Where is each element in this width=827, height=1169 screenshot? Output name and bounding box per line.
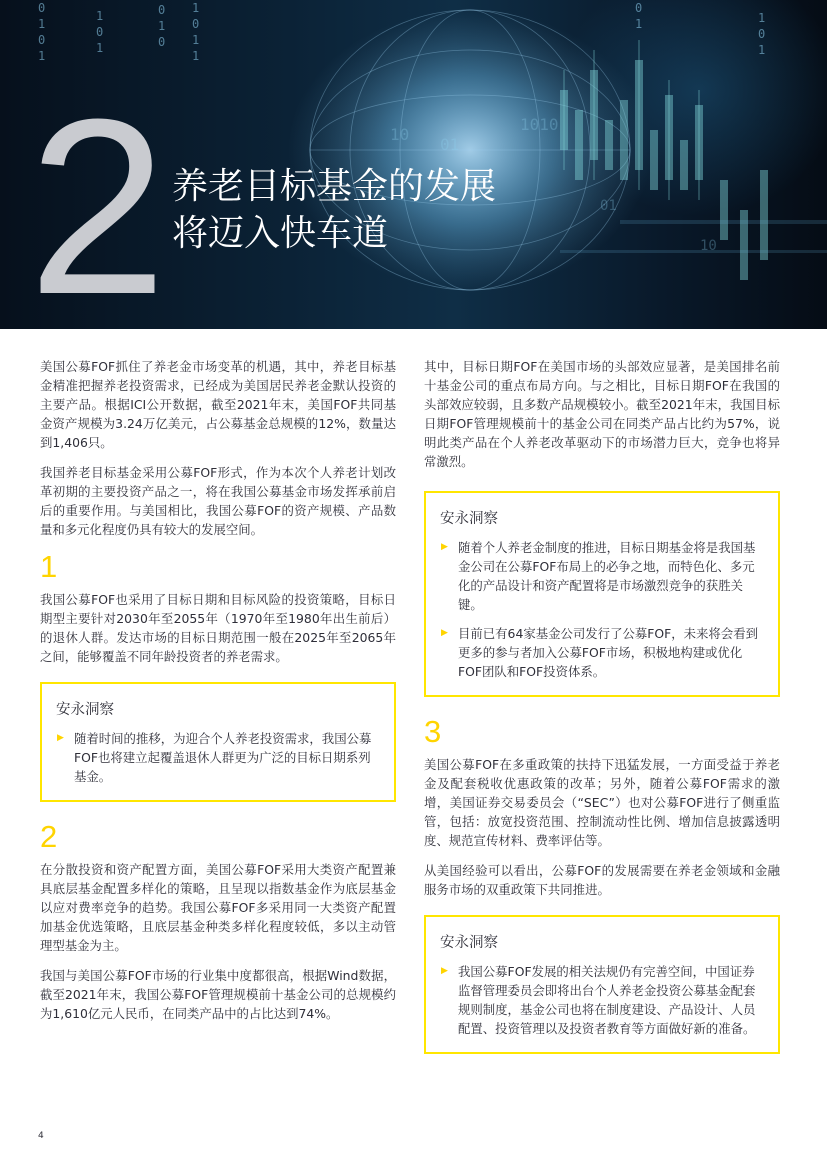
right-column bbox=[424, 357, 780, 1072]
chapter-number: 2 bbox=[28, 67, 164, 329]
insight-item bbox=[440, 624, 764, 681]
svg-text:1: 1 bbox=[635, 17, 643, 31]
insight-item-text: 随着个人养老金制度的推进，目标日期基金将是我国基金公司在公募FOF布局上的必争之地，而特色化、多元化的产品设计和资产配置将是市场激烈竞争的获胜关键。 bbox=[458, 540, 756, 612]
chapter-title bbox=[172, 163, 496, 257]
svg-text:1: 1 bbox=[192, 1, 200, 15]
insight-list bbox=[440, 962, 764, 1038]
svg-text:01: 01 bbox=[600, 198, 617, 214]
svg-text:1: 1 bbox=[758, 11, 766, 25]
svg-text:0: 0 bbox=[635, 1, 643, 15]
left-column bbox=[40, 357, 396, 1034]
chapter-title-line1: 养老目标基金的发展 bbox=[172, 166, 497, 207]
svg-text:10: 10 bbox=[700, 238, 717, 254]
section-number-2: 2 bbox=[40, 819, 58, 854]
chapter-title-line2: 将迈入快车道 bbox=[172, 213, 389, 254]
insight-title: 安永洞察 bbox=[56, 702, 114, 718]
insight-item bbox=[440, 538, 764, 614]
paragraph: 从美国经验可以看出，公募FOF的发展需要在养老金领域和金融服务市场的双重政策下共同推进。 bbox=[424, 863, 780, 897]
section-number-3: 3 bbox=[424, 714, 442, 749]
page-number: 4 bbox=[38, 1131, 44, 1141]
insight-box bbox=[40, 682, 396, 802]
paragraph: 我国公募FOF也采用了目标日期和目标风险的投资策略，目标日期型主要针对2030年至2055年（1970年至1980年出生前后）的退休人群。发达市场的目标日期范围一般在2025年至2065年之间，能够覆盖不同年龄投资者的养老需求。 bbox=[40, 592, 396, 664]
paragraph: 美国公募FOF抓住了养老金市场变革的机遇，其中，养老目标基金精准把握养老投资需求，已经成为美国居民养老金默认投资的主要产品。根据ICI公开数据，截至2021年末，美国FOF共同基金资产规模为3.24万亿美元，占公募基金总规模的12%，数量达到1,406只。 bbox=[40, 359, 396, 450]
paragraph: 其中，目标日期FOF在美国市场的头部效应显著，是美国排名前十基金公司的重点布局方向。与之相比，目标日期FOF在我国的头部效应较弱，且多数产品规模较小。截至2021年末，我国目标日期FOF管理规模前十的基金公司在同类产品占比约为57%，说明此类产品在个人养老改革驱动下的市场潜力巨大，竞争也将异常激烈。 bbox=[424, 359, 780, 469]
svg-text:0: 0 bbox=[96, 25, 104, 39]
section-number-1: 1 bbox=[40, 549, 58, 584]
insight-item bbox=[56, 729, 380, 786]
svg-text:1: 1 bbox=[96, 9, 104, 23]
svg-text:1: 1 bbox=[158, 19, 166, 33]
triangle-bullet-icon: ▶ bbox=[441, 542, 448, 552]
svg-text:1: 1 bbox=[38, 17, 46, 31]
svg-text:0: 0 bbox=[758, 27, 766, 41]
svg-text:01: 01 bbox=[440, 135, 460, 154]
svg-text:1: 1 bbox=[96, 41, 104, 55]
svg-text:1: 1 bbox=[758, 43, 766, 57]
insight-item-text: 随着时间的推移，为迎合个人养老投资需求，我国公募FOF也将建立起覆盖退休人群更为广泛的目标日期系列基金。 bbox=[74, 731, 372, 784]
insight-title: 安永洞察 bbox=[440, 511, 498, 527]
svg-text:1: 1 bbox=[192, 49, 200, 63]
svg-text:1: 1 bbox=[192, 33, 200, 47]
svg-text:0: 0 bbox=[158, 3, 166, 17]
paragraph: 在分散投资和资产配置方面，美国公募FOF采用大类资产配置兼具底层基金配置多样化的策略，且呈现以指数基金作为底层基金以应对费率竞争的趋势。我国公募FOF多采用同一大类资产配置加基金优选策略，且底层基金种类多样化程度较低，多以主动管理型基金为主。 bbox=[40, 862, 396, 953]
insight-box bbox=[424, 491, 780, 697]
insight-item-text: 目前已有64家基金公司发行了公募FOF，未来将会看到更多的参与者加入公募FOF市场，积极地构建或优化FOF团队和FOF投资体系。 bbox=[458, 626, 758, 679]
insight-title: 安永洞察 bbox=[440, 935, 498, 951]
triangle-bullet-icon: ▶ bbox=[441, 628, 448, 638]
insight-item-text: 我国公募FOF发展的相关法规仍有完善空间，中国证券监督管理委员会即将出台个人养老金投资公募基金配套规则制度，基金公司也将在制度建设、产品设计、人员配置、投资管理以及投资者教育等方面做好新的准备。 bbox=[458, 964, 756, 1036]
insight-item bbox=[440, 962, 764, 1038]
svg-text:0: 0 bbox=[38, 1, 46, 15]
paragraph: 我国与美国公募FOF市场的行业集中度都很高，根据Wind数据，截至2021年末，我国公募FOF管理规模前十基金公司的总规模约为1,610亿元人民币，在同类产品中的占比达到74%。 bbox=[40, 968, 396, 1021]
svg-text:0: 0 bbox=[38, 33, 46, 47]
paragraph: 我国养老目标基金采用公募FOF形式，作为本次个人养老计划改革初期的主要投资产品之一，将在我国公募基金市场发挥承前启后的重要作用。与美国相比，我国公募FOF的资产规模、产品数量和多元化程度仍具有较大的发展空间。 bbox=[40, 465, 396, 537]
svg-text:0: 0 bbox=[158, 35, 166, 49]
paragraph: 美国公募FOF在多重政策的扶持下迅猛发展，一方面受益于养老金及配套税收优惠政策的改革；另外，随着公募FOF需求的激增，美国证券交易委员会（“SEC”）也对公募FOF进行了侧重监管，包括：放宽投资范围、控制流动性比例、增加信息披露透明度、规范宣传材料、费率评估等。 bbox=[424, 757, 780, 848]
insight-list bbox=[56, 729, 380, 786]
svg-text:1010: 1010 bbox=[520, 115, 559, 134]
svg-text:10: 10 bbox=[390, 125, 410, 144]
svg-text:1: 1 bbox=[38, 49, 46, 63]
triangle-bullet-icon: ▶ bbox=[57, 733, 64, 743]
triangle-bullet-icon: ▶ bbox=[441, 966, 448, 976]
insight-box bbox=[424, 915, 780, 1054]
hero-banner bbox=[0, 0, 827, 329]
insight-list bbox=[440, 538, 764, 681]
svg-text:0: 0 bbox=[192, 17, 200, 31]
